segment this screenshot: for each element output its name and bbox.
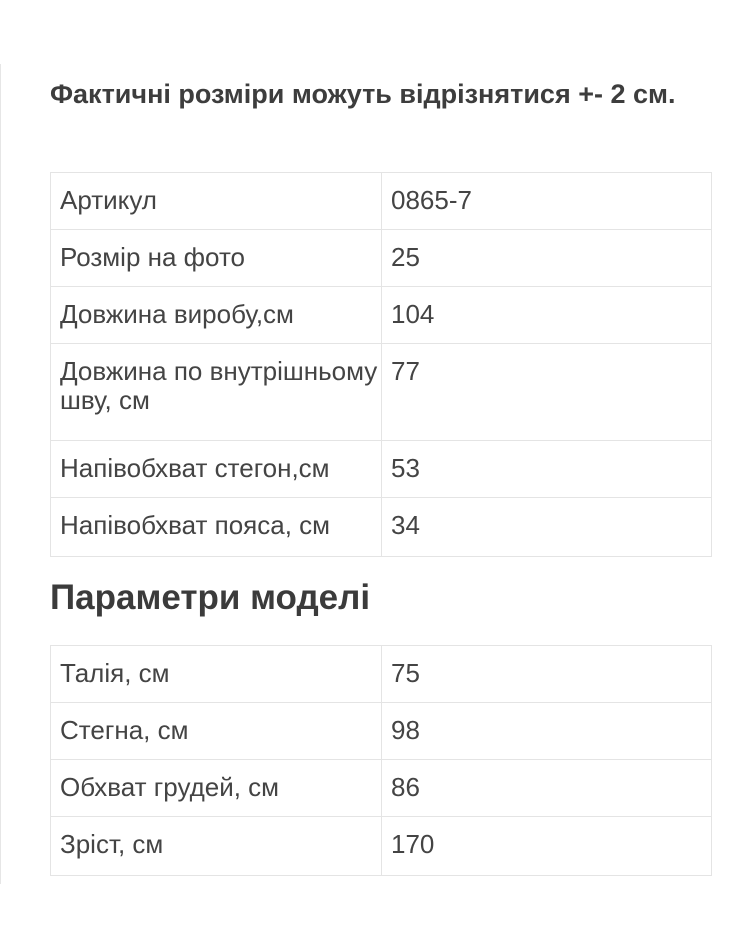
table-row	[51, 173, 712, 230]
table-row	[51, 646, 712, 703]
table-row	[51, 344, 712, 441]
table-row	[51, 817, 712, 876]
row-label: Артикул	[51, 173, 382, 230]
row-value: 86	[382, 760, 712, 817]
model-params-table	[50, 645, 712, 876]
table-row	[51, 441, 712, 498]
size-disclaimer: Фактичні розміри можуть відрізнятися +- 2 см.	[50, 79, 676, 109]
row-value: 53	[382, 441, 712, 498]
table-row	[51, 498, 712, 557]
row-value: 25	[382, 230, 712, 287]
size-table	[50, 172, 712, 557]
table-row	[51, 703, 712, 760]
row-label: Обхват грудей, см	[51, 760, 382, 817]
row-value: 170	[382, 817, 712, 876]
left-divider	[0, 64, 1, 884]
row-label: Довжина по внутрішньому шву, см	[51, 344, 382, 441]
row-label: Талія, см	[51, 646, 382, 703]
row-label: Напівобхват стегон,см	[51, 441, 382, 498]
row-label: Зріст, см	[51, 817, 382, 876]
model-params-heading: Параметри моделі	[50, 578, 371, 617]
table-row	[51, 230, 712, 287]
row-value: 77	[382, 344, 712, 441]
row-label: Напівобхват пояса, см	[51, 498, 382, 557]
table-row	[51, 760, 712, 817]
row-value: 104	[382, 287, 712, 344]
row-label: Розмір на фото	[51, 230, 382, 287]
row-label: Довжина виробу,см	[51, 287, 382, 344]
row-value: 98	[382, 703, 712, 760]
row-value: 34	[382, 498, 712, 557]
table-row	[51, 287, 712, 344]
row-value: 0865-7	[382, 173, 712, 230]
row-value: 75	[382, 646, 712, 703]
row-label: Стегна, см	[51, 703, 382, 760]
